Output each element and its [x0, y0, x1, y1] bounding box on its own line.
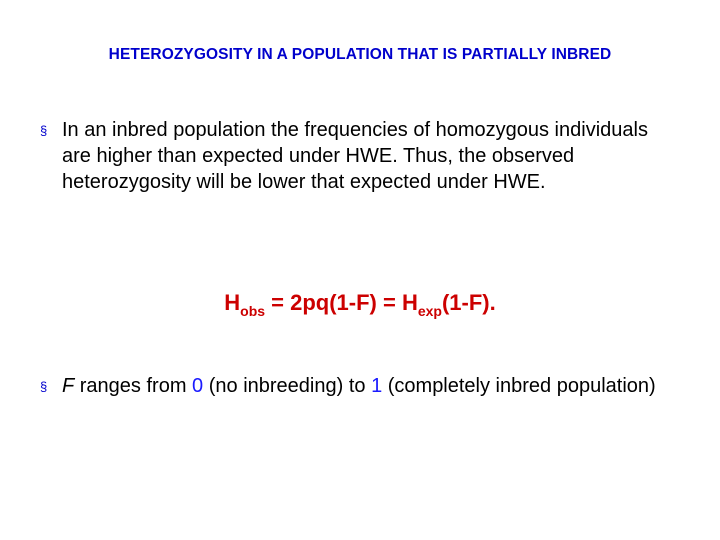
formula-end: (1-F). [441, 290, 496, 315]
bullet2-part2: (no inbreeding) to [203, 375, 372, 397]
value-zero: 0 [192, 375, 204, 397]
formula-middle: = 2pq(1-F) = H [265, 290, 418, 315]
f-variable: F [62, 375, 75, 397]
bullet-text-1: In an inbred population the frequencies of homozygous individuals are higher than expected under HWE. Thus, the observed heterozygosity will be lower that expected under HWE. [62, 119, 648, 193]
heterozygosity-formula [0, 290, 720, 319]
bullet2-part1: ranges from [74, 375, 193, 397]
bullet-item-1 [40, 117, 680, 195]
formula-h-obs: H [224, 290, 241, 315]
value-one: 1 [371, 375, 383, 397]
bullet-marker-icon: § [40, 123, 48, 138]
bullet2-part3: (completely inbred population) [382, 375, 656, 397]
bullet-marker-icon: § [40, 379, 48, 394]
slide-title: HETEROZYGOSITY IN A POPULATION THAT IS PARTIALLY INBRED [108, 46, 612, 63]
formula-sub-obs: obs [240, 303, 266, 319]
bullet-item-2 [40, 373, 680, 400]
bullet-text-2 [62, 373, 680, 399]
formula-sub-exp: exp [417, 303, 442, 319]
